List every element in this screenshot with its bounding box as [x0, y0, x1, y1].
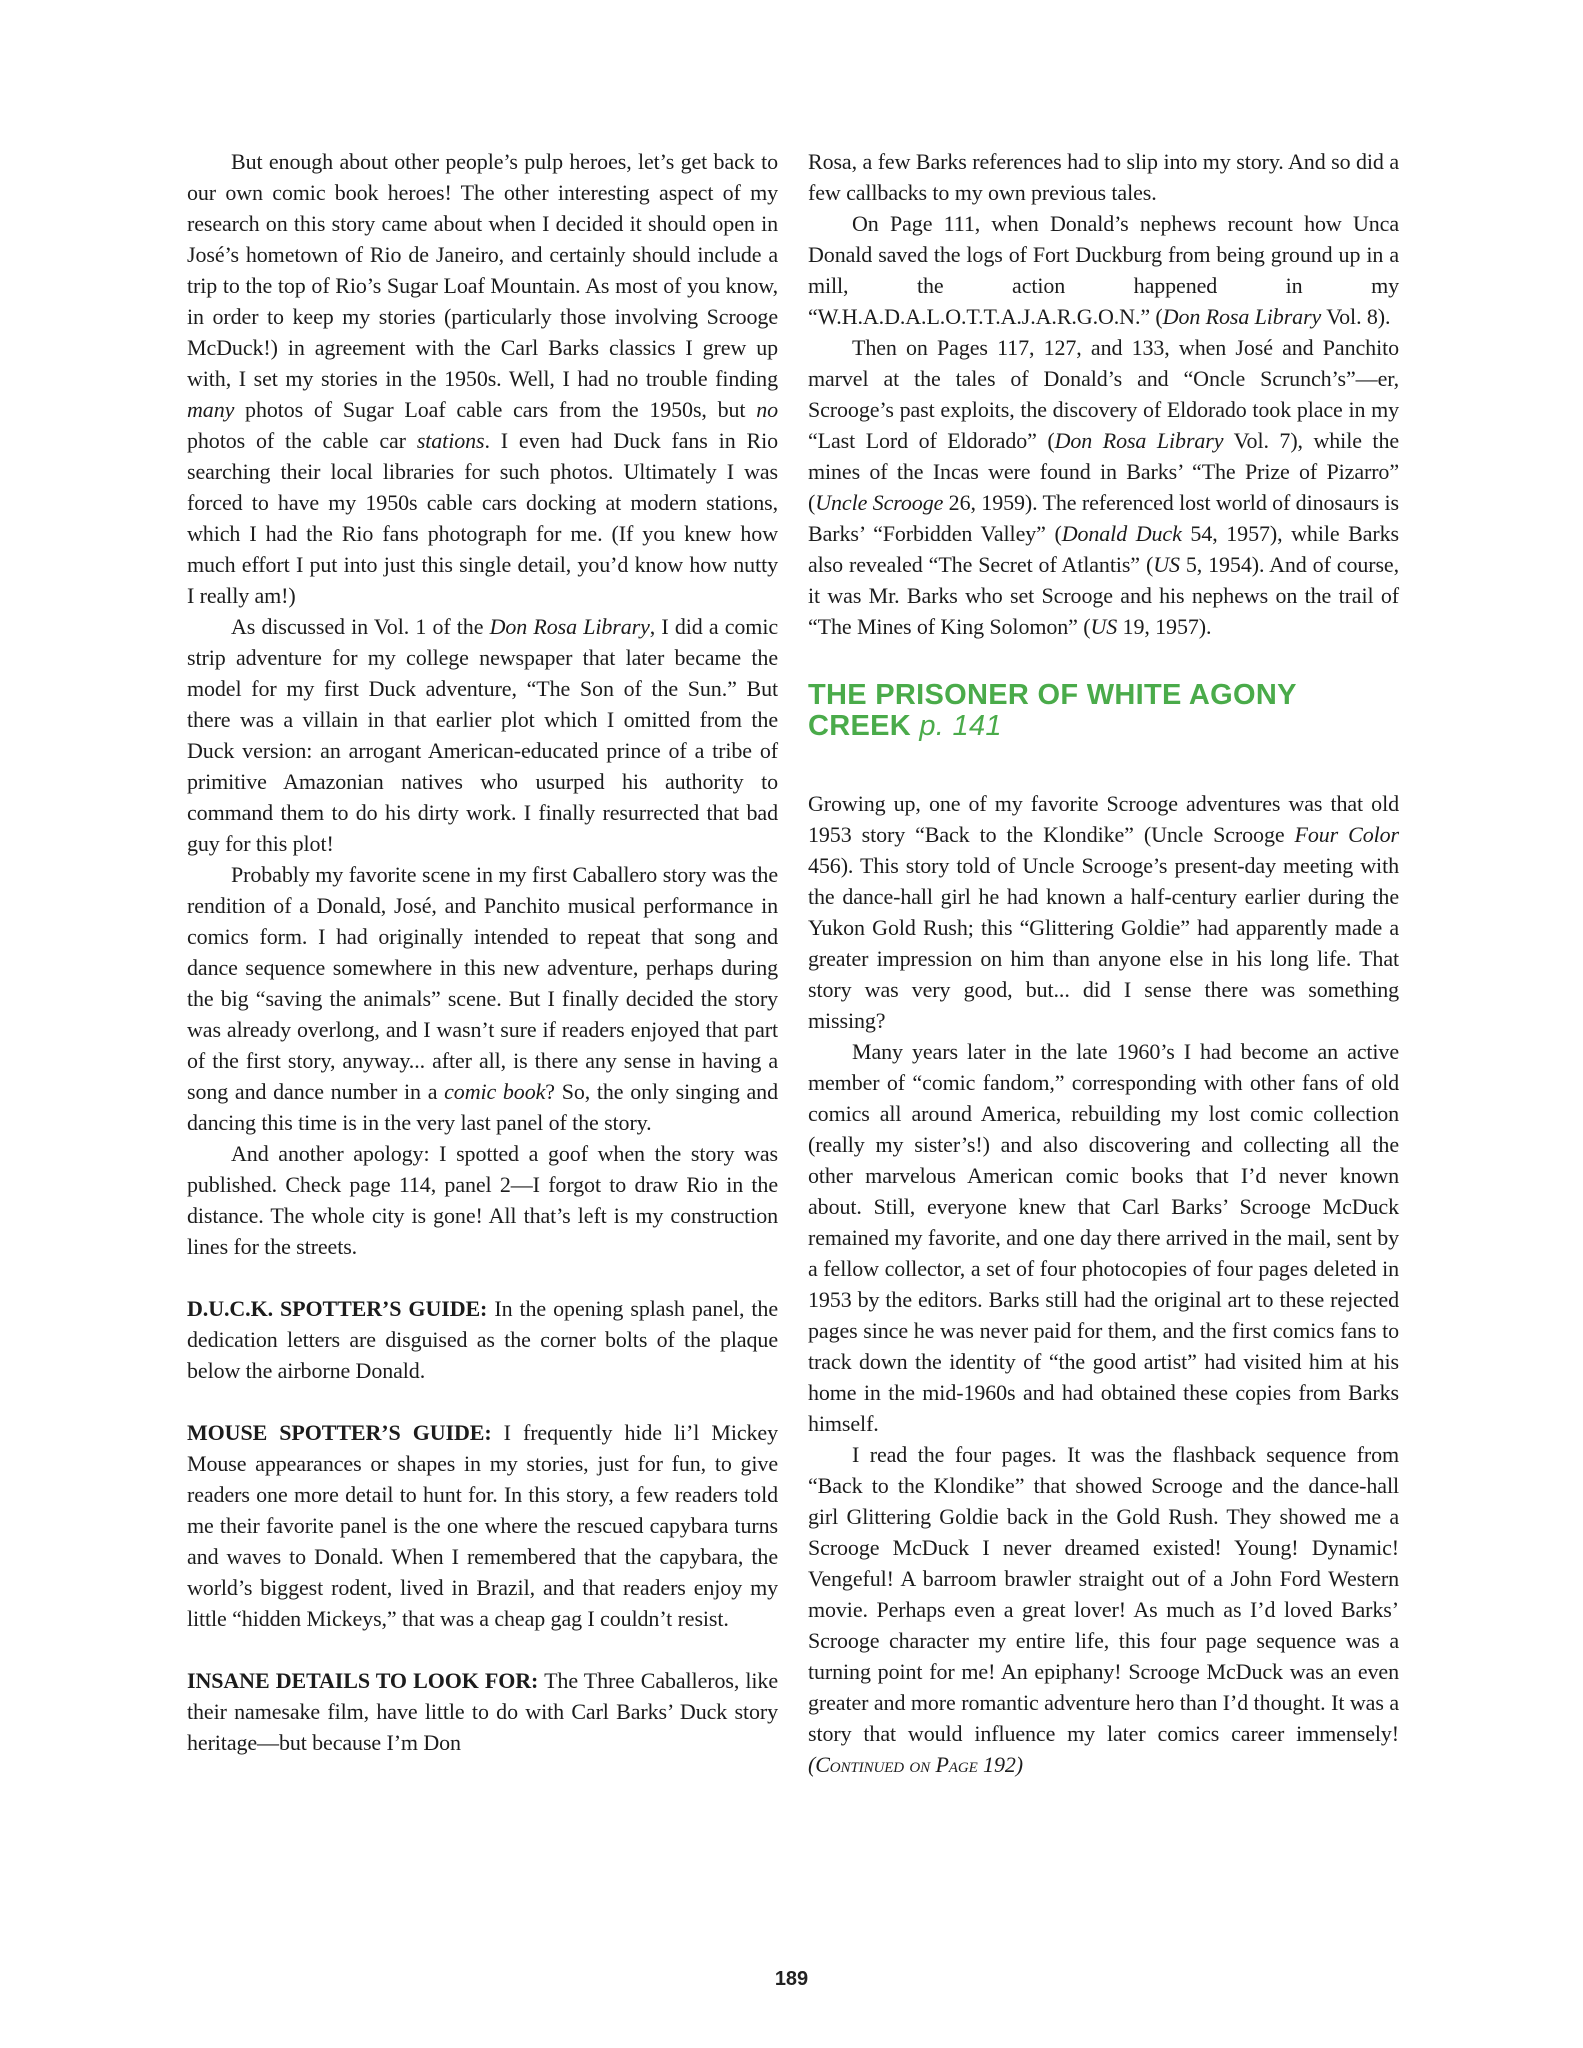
left-column	[187, 146, 778, 1758]
text-run: As discussed in Vol. 1 of the	[231, 614, 490, 639]
text-run: I read the four pages. It was the flashback sequence from “Back to the Klondike” that showed Scrooge and the dance-hall girl Glittering Goldie back in the Gold Rush. They showed me a Scrooge McDuck I never dreamed existed! Young! Dynamic! Vengeful! A barroom brawler straight out of a John Ford Western movie. Perhaps even a great lover! As much as I’d loved Barks’ Scrooge character my entire life, this four page sequence was a turning point for me! An epiphany! Scrooge McDuck was an even greater and more romantic adventure hero than I’d thought. It was a story that would influence my later comics career immensely!	[808, 1442, 1399, 1746]
text-run: Don Rosa Library	[1162, 304, 1322, 329]
text-run: 456). This story told of Uncle Scrooge’s present-day meeting with the dance-hall girl he had known a half-century earlier during the Yukon Gold Rush; this “Glittering Goldie” had apparently made a greater impression on him than anyone else in his long life. That story was very good, but... did I sense there was something missing?	[808, 853, 1399, 1033]
text-run: . I even had Duck fans in Rio searching their local libraries for such photos. Ultimately I was forced to have my 1950s cable cars docking at modern stations, which I had the Rio fans photograph for me. (If you knew how much effort I put into just this single detail, you’d know how nutty I really am!)	[187, 428, 778, 608]
text-run: Uncle Scrooge	[815, 490, 944, 515]
page-number: 189	[774, 1968, 809, 1990]
text-run: ? So, the only singing and dancing this time is in the very last panel of the story.	[187, 1079, 778, 1135]
text-run: And another apology: I spotted a goof when the story was published. Check page 114, panel 2—I forgot to draw Rio in the distance. The whole city is gone! All that’s left is my construction lines for the streets.	[187, 1141, 778, 1259]
text-run: 5, 1954). And of course, it was Mr. Barks who set Scrooge and his nephews on the trail of “The Mines of King Solomon” (	[808, 552, 1399, 639]
text-run: Vol. 8).	[1321, 304, 1391, 329]
paragraph	[187, 859, 778, 1138]
right-column-bottom	[808, 788, 1399, 1780]
text-run: photos of Sugar Loaf cable cars from the 1950s, but	[234, 397, 757, 422]
paragraph	[808, 332, 1399, 642]
section-heading-page-ref: p. 141	[919, 710, 1002, 742]
paragraph	[187, 1138, 778, 1262]
text-run: comic book	[444, 1079, 546, 1104]
right-column	[808, 146, 1399, 1780]
text-run: Rosa, a few Barks references had to slip into my story. And so did a few callbacks to my own previous tales.	[808, 149, 1399, 205]
text-run: Then on Pages 117, 127, and 133, when José and Panchito marvel at the tales of Donald’s and “Oncle Scrunch’s”—er, Scrooge’s past exploits, the discovery of Eldorado took place in my “Last Lord of Eldorado” (	[808, 335, 1399, 453]
text-run: In the opening splash panel, the dedication letters are disguised as the corner bolts of the plaque below the airborne Donald.	[187, 1296, 778, 1383]
text-run: Probably my favorite scene in my first Caballero story was the rendition of a Donald, José, and Panchito musical performance in comics form. I had originally intended to repeat that song and dance sequence somewhere in this new adventure, perhaps during the big “saving the animals” scene. But I finally decided the story was already overlong, and I wasn’t sure if readers enjoyed that part of the first story, anyway... after all, is there any sense in having a song and dance number in a	[187, 862, 778, 1104]
run-in-heading: MOUSE SPOTTER’S GUIDE:	[187, 1420, 492, 1445]
text-run: I frequently hide li’l Mickey Mouse appearances or shapes in my stories, just for fun, to give readers one more detail to hunt for. In this story, a few readers told me their favorite panel is the one where the rescued capybara turns and waves to Donald. When I remembered that the capybara, the world’s biggest rodent, lived in Brazil, and that readers enjoy my little “hidden Mickeys,” that was a cheap gag I couldn’t resist.	[187, 1420, 778, 1631]
text-run: no	[756, 397, 778, 422]
section-heading-title: THE PRISONER OF WHITE AGONY CREEK	[808, 679, 1297, 742]
text-run: Don Rosa Library	[1054, 428, 1224, 453]
paragraph	[187, 146, 778, 611]
text-run: 19, 1957).	[1117, 614, 1212, 639]
text-run: , I did a comic strip adventure for my college newspaper that later became the model for my first Duck adventure, “The Son of the Sun.” But there was a villain in that earlier plot which I omitted from the Duck version: an arrogant American-educated prince of a tribe of primitive Amazonian natives who usurped his authority to command them to do his dirty work. I finally resurrected that bad guy for this plot!	[187, 614, 778, 856]
text-run: (Continued on Page 192)	[808, 1752, 1023, 1777]
run-in-heading: D.U.C.K. SPOTTER’S GUIDE:	[187, 1296, 488, 1321]
paragraph	[808, 146, 1399, 208]
paragraph	[808, 788, 1399, 1036]
paragraph	[808, 208, 1399, 332]
paragraph	[187, 1293, 778, 1386]
paragraph	[187, 611, 778, 859]
paragraph	[808, 1036, 1399, 1439]
text-run: 54, 1957), while Barks also revealed “The Secret of Atlantis” (	[808, 521, 1400, 577]
text-run: US	[1153, 552, 1180, 577]
text-run: Growing up, one of my favorite Scrooge adventures was that old 1953 story “Back to the Klondike” (Uncle Scrooge	[808, 791, 1399, 847]
right-column-top	[808, 146, 1399, 642]
text-run: photos of the cable car	[187, 428, 417, 453]
text-run: Donald Duck	[1061, 521, 1182, 546]
text-run: Vol. 7), while the mines of the Incas were found in Barks’ “The Prize of Pizarro” (	[808, 428, 1400, 515]
run-in-heading: INSANE DETAILS TO LOOK FOR:	[187, 1668, 539, 1693]
section-heading	[808, 680, 1399, 742]
paragraph	[187, 1417, 778, 1634]
text-run: Don Rosa Library	[489, 614, 650, 639]
text-run: The Three Caballeros, like their namesake film, have little to do with Carl Barks’ Duck story heritage—but because I’m Don	[187, 1668, 778, 1755]
text-run: But enough about other people’s pulp heroes, let’s get back to our own comic book heroes! The other interesting aspect of my research on this story came about when I decided it should open in José’s hometown of Rio de Janeiro, and certainly should include a trip to the top of Rio’s Sugar Loaf Mountain. As most of you know, in order to keep my stories (particularly those involving Scrooge McDuck!) in agreement with the Carl Barks classics I grew up with, I set my stories in the 1950s. Well, I had no trouble finding	[187, 149, 778, 391]
text-run: 26, 1959). The referenced lost world of dinosaurs is Barks’ “Forbidden Valley” (	[808, 490, 1399, 546]
text-run: many	[187, 397, 235, 422]
text-run: stations	[416, 428, 485, 453]
paragraph	[808, 1439, 1399, 1780]
text-run: US	[1090, 614, 1118, 639]
paragraph	[187, 1665, 778, 1758]
text-run: Four Color	[1294, 822, 1399, 847]
text-run: On Page 111, when Donald’s nephews recount how Unca Donald saved the logs of Fort Duckburg from being ground up in a mill, the action happened in my “W.H.A.D.A.L.O.T.T.A.J.A.R.G.O.N.” (	[808, 211, 1399, 329]
text-run: Many years later in the late 1960’s I had become an active member of “comic fandom,” corresponding with other fans of old comics all around America, rebuilding my lost comic collection (really my sister’s!) and also discovering and collecting all the other marvelous American comic books that I’d never known about. Still, everyone knew that Carl Barks’ Scrooge McDuck remained my favorite, and one day there arrived in the mail, sent by a fellow collector, a set of four photocopies of four pages deleted in 1953 by the editors. Barks still had the original art to these rejected pages since he was never paid for them, and the first comics fans to track down the identity of “the good artist” had visited him at his home in the mid-1960s and had obtained these copies from Barks himself.	[808, 1039, 1399, 1436]
